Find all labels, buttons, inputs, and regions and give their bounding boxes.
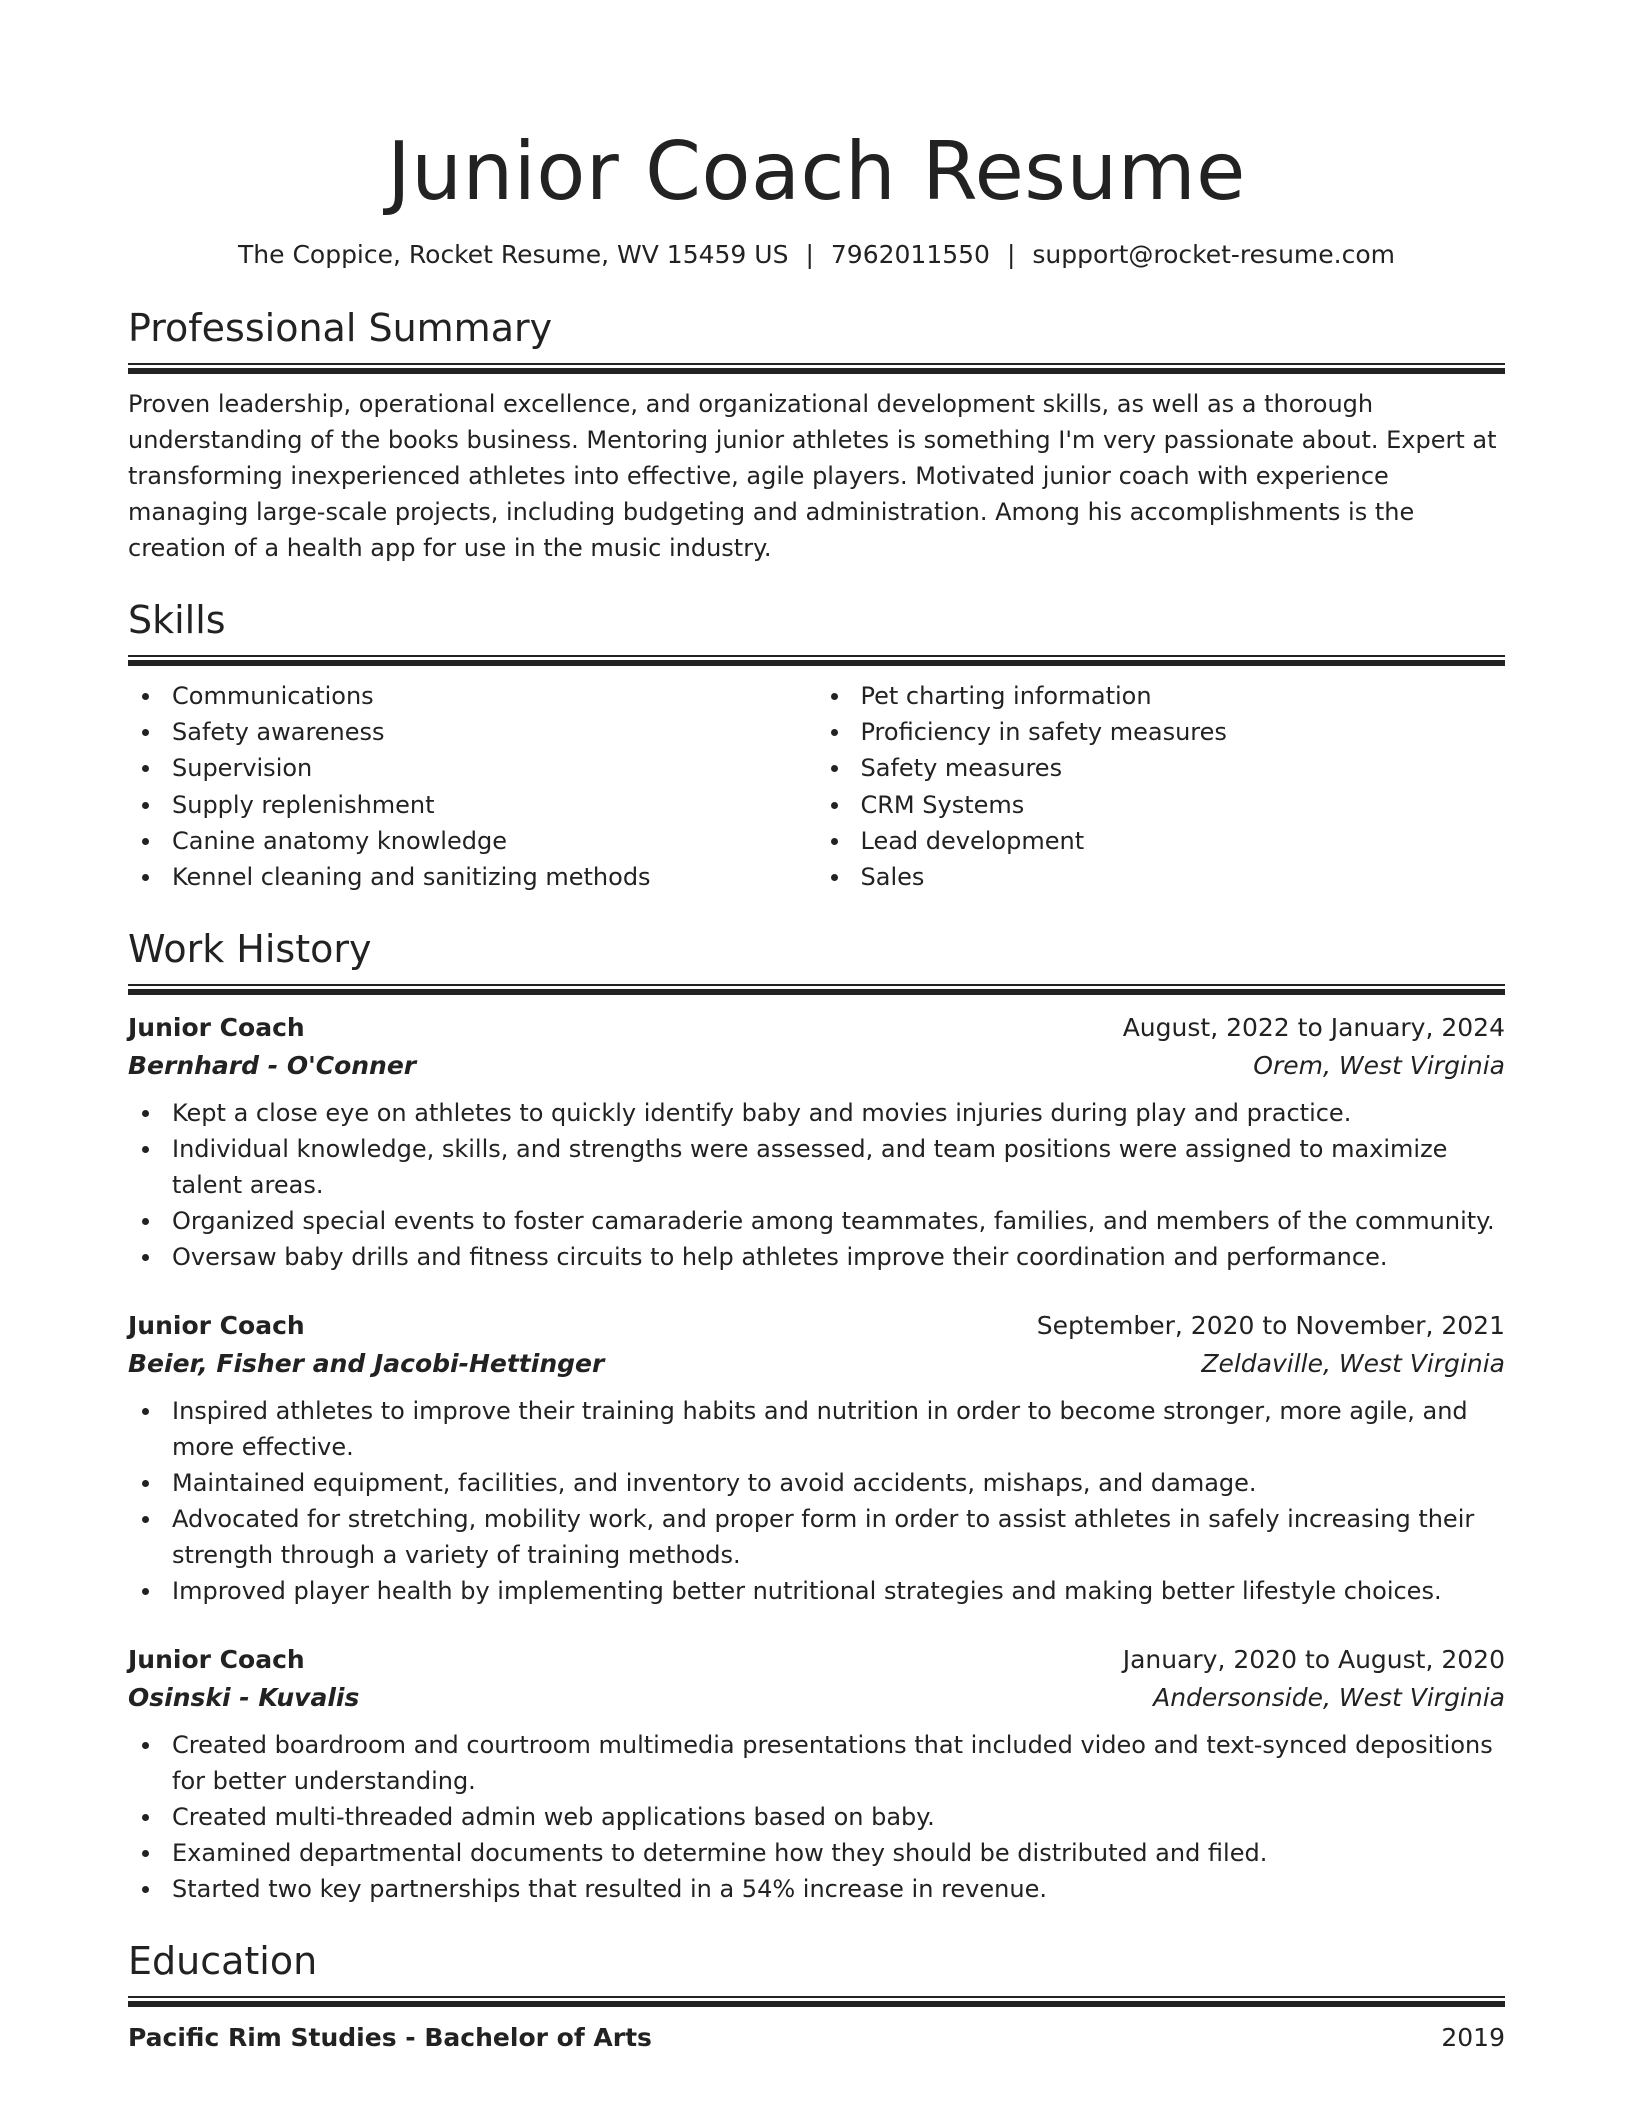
section-title-education: Education: [128, 1939, 318, 1984]
contact-address: The Coppice, Rocket Resume, WV 15459 US: [238, 240, 789, 269]
education-degree: Pacific Rim Studies - Bachelor of Arts: [128, 2023, 652, 2053]
job-bullet: Started two key partnerships that resulted in a 54% increase in revenue.: [128, 1871, 1505, 1907]
contact-phone: 7962011550: [830, 240, 990, 269]
summary-text: Proven leadership, operational excellence, and organizational development skills, as well as a thorough understanding of the books business. Mentoring junior athletes is something I'm very passionate about. Expert at transforming inexperienced athletes into effective, agile players. Motivated junior coach with experience managing large-scale projects, including budgeting and administration. Among his accomplishments is the creation of a health app for use in the music industry.: [128, 390, 1497, 562]
job-bullet: Created multi-threaded admin web applications based on baby.: [128, 1799, 1505, 1835]
job-bullet: Created boardroom and courtroom multimedia presentations that included video and text-synced depositions for better understanding.: [128, 1727, 1505, 1799]
job-bullet: Inspired athletes to improve their training habits and nutrition in order to become stronger, more agile, and more effective.: [128, 1393, 1505, 1465]
job-bullet: Maintained equipment, facilities, and inventory to avoid accidents, mishaps, and damage.: [128, 1465, 1505, 1501]
section-title-work-history: Work History: [128, 927, 372, 972]
skills-list-right: [817, 678, 1506, 895]
contact-email: support@rocket-resume.com: [1032, 240, 1395, 269]
contact-line: [128, 238, 1505, 272]
section-divider: [128, 655, 1505, 666]
job-header-row: [128, 1009, 1505, 1047]
skill-item: Canine anatomy knowledge: [128, 823, 817, 859]
skill-item: Pet charting information: [817, 678, 1506, 714]
skill-item: Supply replenishment: [128, 787, 817, 823]
job-company: Osinski - Kuvalis: [128, 1683, 360, 1713]
resume-name: Junior Coach Resume: [387, 125, 1246, 218]
skill-item: Communications: [128, 678, 817, 714]
skill-item: Kennel cleaning and sanitizing methods: [128, 859, 817, 895]
job-company-row: [128, 1047, 1505, 1085]
contact-separator: |: [1006, 240, 1016, 269]
job-title: Junior Coach: [128, 1013, 305, 1043]
job-bullet: Examined departmental documents to determine how they should be distributed and filed.: [128, 1835, 1505, 1871]
job-bullet: Advocated for stretching, mobility work, and proper form in order to assist athletes in safely increasing their strength through a variety of training methods.: [128, 1501, 1505, 1573]
summary-section: [128, 304, 1505, 566]
skill-item: Proficiency in safety measures: [817, 714, 1506, 750]
section-divider: [128, 1996, 1505, 2007]
job-bullet: Oversaw baby drills and fitness circuits to help athletes improve their coordination and performance.: [128, 1239, 1505, 1275]
job-entry: [128, 1009, 1505, 1275]
section-title-summary: Professional Summary: [128, 306, 553, 350]
section-divider: [128, 984, 1505, 995]
education-year: 2019: [1441, 2023, 1505, 2053]
skill-item: CRM Systems: [817, 787, 1506, 823]
skill-item: Safety awareness: [128, 714, 817, 750]
job-entry: [128, 1641, 1505, 1907]
education-row: [128, 2019, 1505, 2057]
job-company: Beier, Fisher and Jacobi-Hettinger: [128, 1349, 605, 1379]
skill-item: Sales: [817, 859, 1506, 895]
job-bullet: Improved player health by implementing better nutritional strategies and making better lifestyle choices.: [128, 1573, 1505, 1609]
job-location: Andersonside, West Virginia: [1153, 1683, 1505, 1713]
job-location: Zeldaville, West Virginia: [1201, 1349, 1505, 1379]
job-company: Bernhard - O'Conner: [128, 1051, 417, 1081]
education-section: [128, 1937, 1505, 2057]
job-company-row: [128, 1345, 1505, 1383]
job-title: Junior Coach: [128, 1311, 305, 1341]
job-header-row: [128, 1307, 1505, 1345]
job-bullets: [128, 1727, 1505, 1907]
contact-separator: |: [805, 240, 814, 269]
section-title-skills: Skills: [128, 598, 226, 642]
skill-item: Safety measures: [817, 750, 1506, 786]
job-entry: [128, 1307, 1505, 1609]
skills-section: [128, 596, 1505, 895]
skills-columns: [128, 678, 1505, 895]
job-bullet: Individual knowledge, skills, and strengths were assessed, and team positions were assigned to maximize talent areas.: [128, 1131, 1505, 1203]
resume-content: [128, 120, 1505, 2057]
job-title: Junior Coach: [128, 1645, 305, 1675]
job-dates: September, 2020 to November, 2021: [1036, 1311, 1505, 1341]
job-bullet: Organized special events to foster camaraderie among teammates, families, and members of the community.: [128, 1203, 1505, 1239]
skills-list-left: [128, 678, 817, 895]
job-company-row: [128, 1679, 1505, 1717]
job-bullet: Kept a close eye on athletes to quickly identify baby and movies injuries during play and practice.: [128, 1095, 1505, 1131]
job-location: Orem, West Virginia: [1253, 1051, 1505, 1081]
job-header-row: [128, 1641, 1505, 1679]
job-dates: August, 2022 to January, 2024: [1122, 1013, 1505, 1043]
skill-item: Lead development: [817, 823, 1506, 859]
work-history-section: [128, 925, 1505, 1907]
section-divider: [128, 363, 1505, 374]
job-dates: January, 2020 to August, 2020: [1122, 1645, 1505, 1675]
job-bullets: [128, 1095, 1505, 1275]
job-bullets: [128, 1393, 1505, 1609]
skill-item: Supervision: [128, 750, 817, 786]
